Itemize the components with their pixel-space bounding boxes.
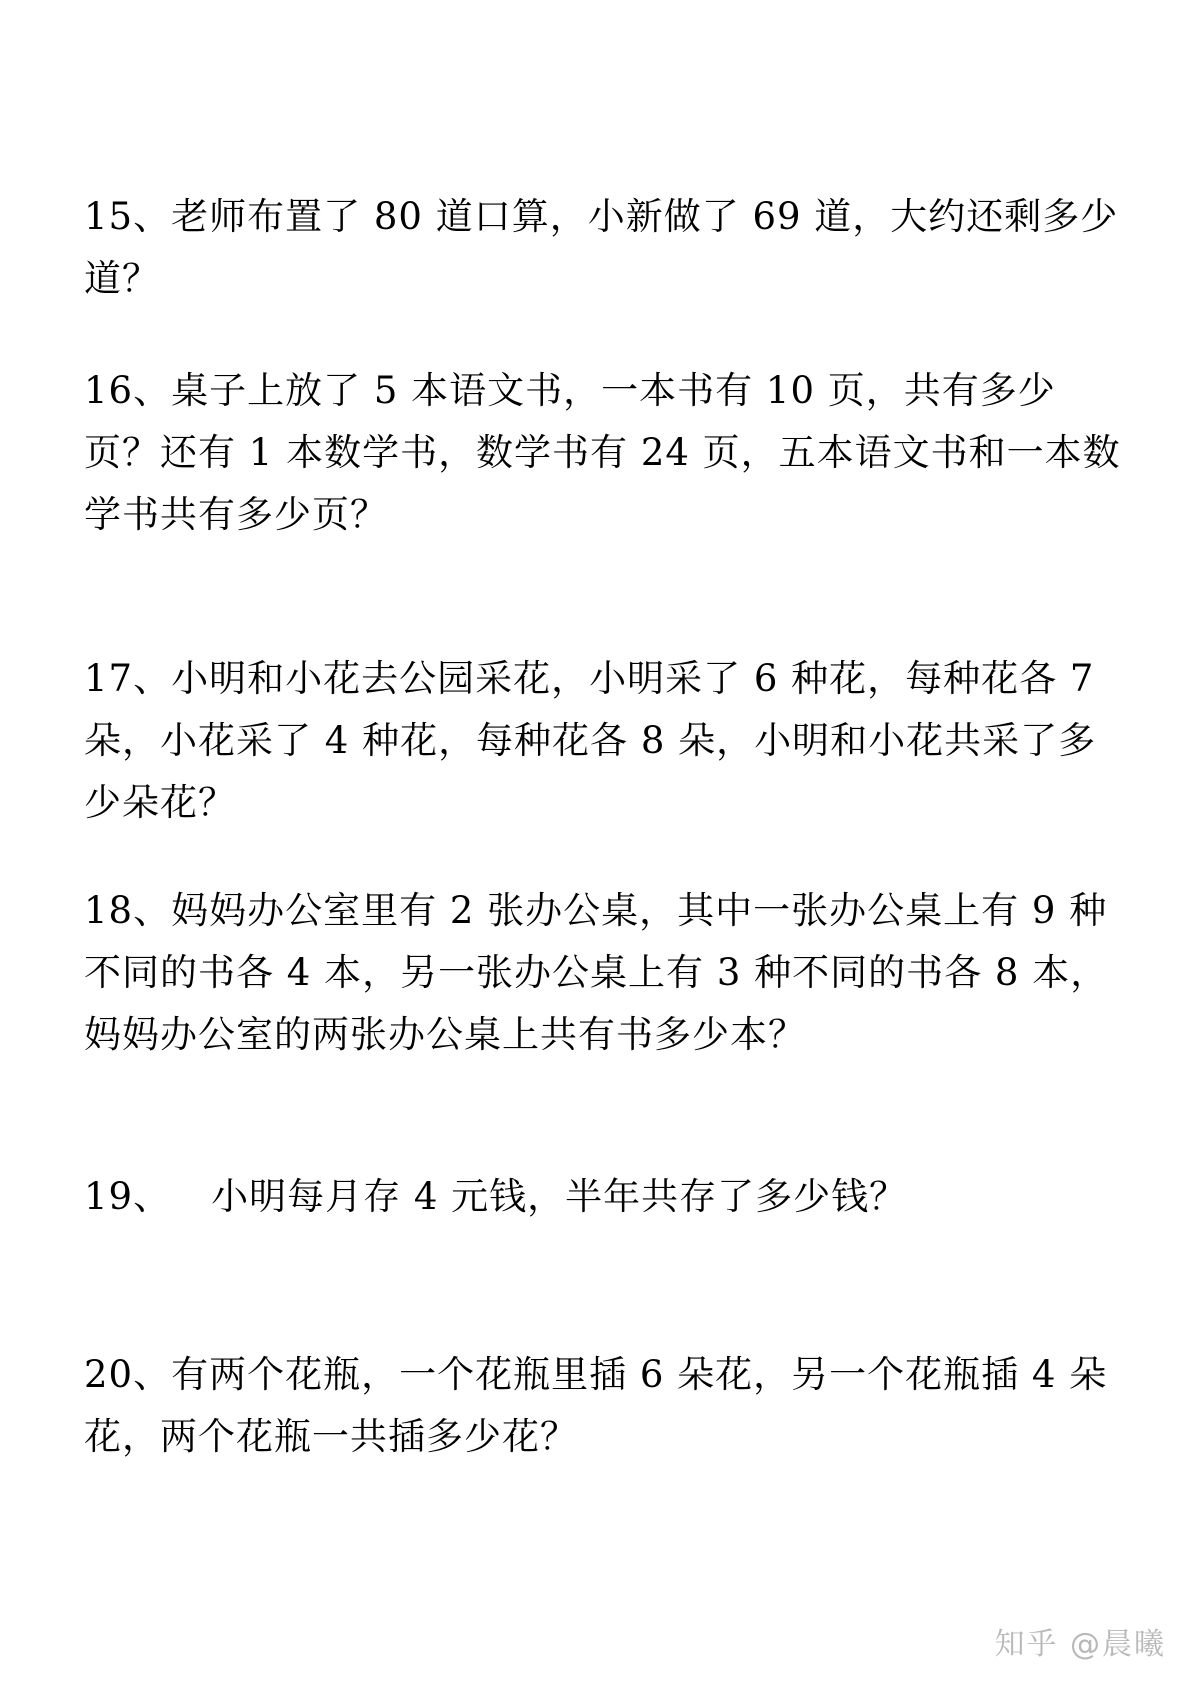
question-number: 19、 xyxy=(84,1175,172,1218)
question-text: 妈妈办公室里有 2 张办公桌，其中一张办公桌上有 9 种不同的书各 4 本，另一张办公桌上有 3 种不同的书各 8 本，妈妈办公室的两张办公桌上共有书多少本？ xyxy=(84,889,1109,1056)
zhihu-watermark: 知乎 @晨曦 xyxy=(994,1627,1166,1662)
question-number: 15、 xyxy=(84,195,172,238)
question-text: 小明每月存 4 元钱，半年共存了多少钱？ xyxy=(211,1175,908,1218)
question-text: 桌子上放了 5 本语文书，一本书有 10 页，共有多少页？还有 1 本数学书，数学书有 24 页，五本语文书和一本数学书共有多少页？ xyxy=(84,369,1121,536)
question-text: 小明和小花去公园采花，小明采了 6 种花，每种花各 7 朵，小花采了 4 种花，每种花各 8 朵，小明和小花共采了多少朵花？ xyxy=(84,657,1097,824)
question-20 xyxy=(84,1344,1124,1468)
question-16 xyxy=(84,360,1124,546)
question-15 xyxy=(84,186,1124,310)
question-number: 18、 xyxy=(84,889,172,932)
question-number: 17、 xyxy=(84,657,172,700)
question-number: 20、 xyxy=(84,1353,172,1396)
question-18 xyxy=(84,880,1124,1066)
question-number: 16、 xyxy=(84,369,172,412)
question-17 xyxy=(84,648,1124,834)
question-text: 有两个花瓶，一个花瓶里插 6 朵花，另一个花瓶插 4 朵花，两个花瓶一共插多少花？ xyxy=(84,1353,1108,1458)
question-19 xyxy=(84,1166,1124,1228)
question-text: 老师布置了 80 道口算，小新做了 69 道，大约还剩多少道？ xyxy=(84,195,1119,300)
